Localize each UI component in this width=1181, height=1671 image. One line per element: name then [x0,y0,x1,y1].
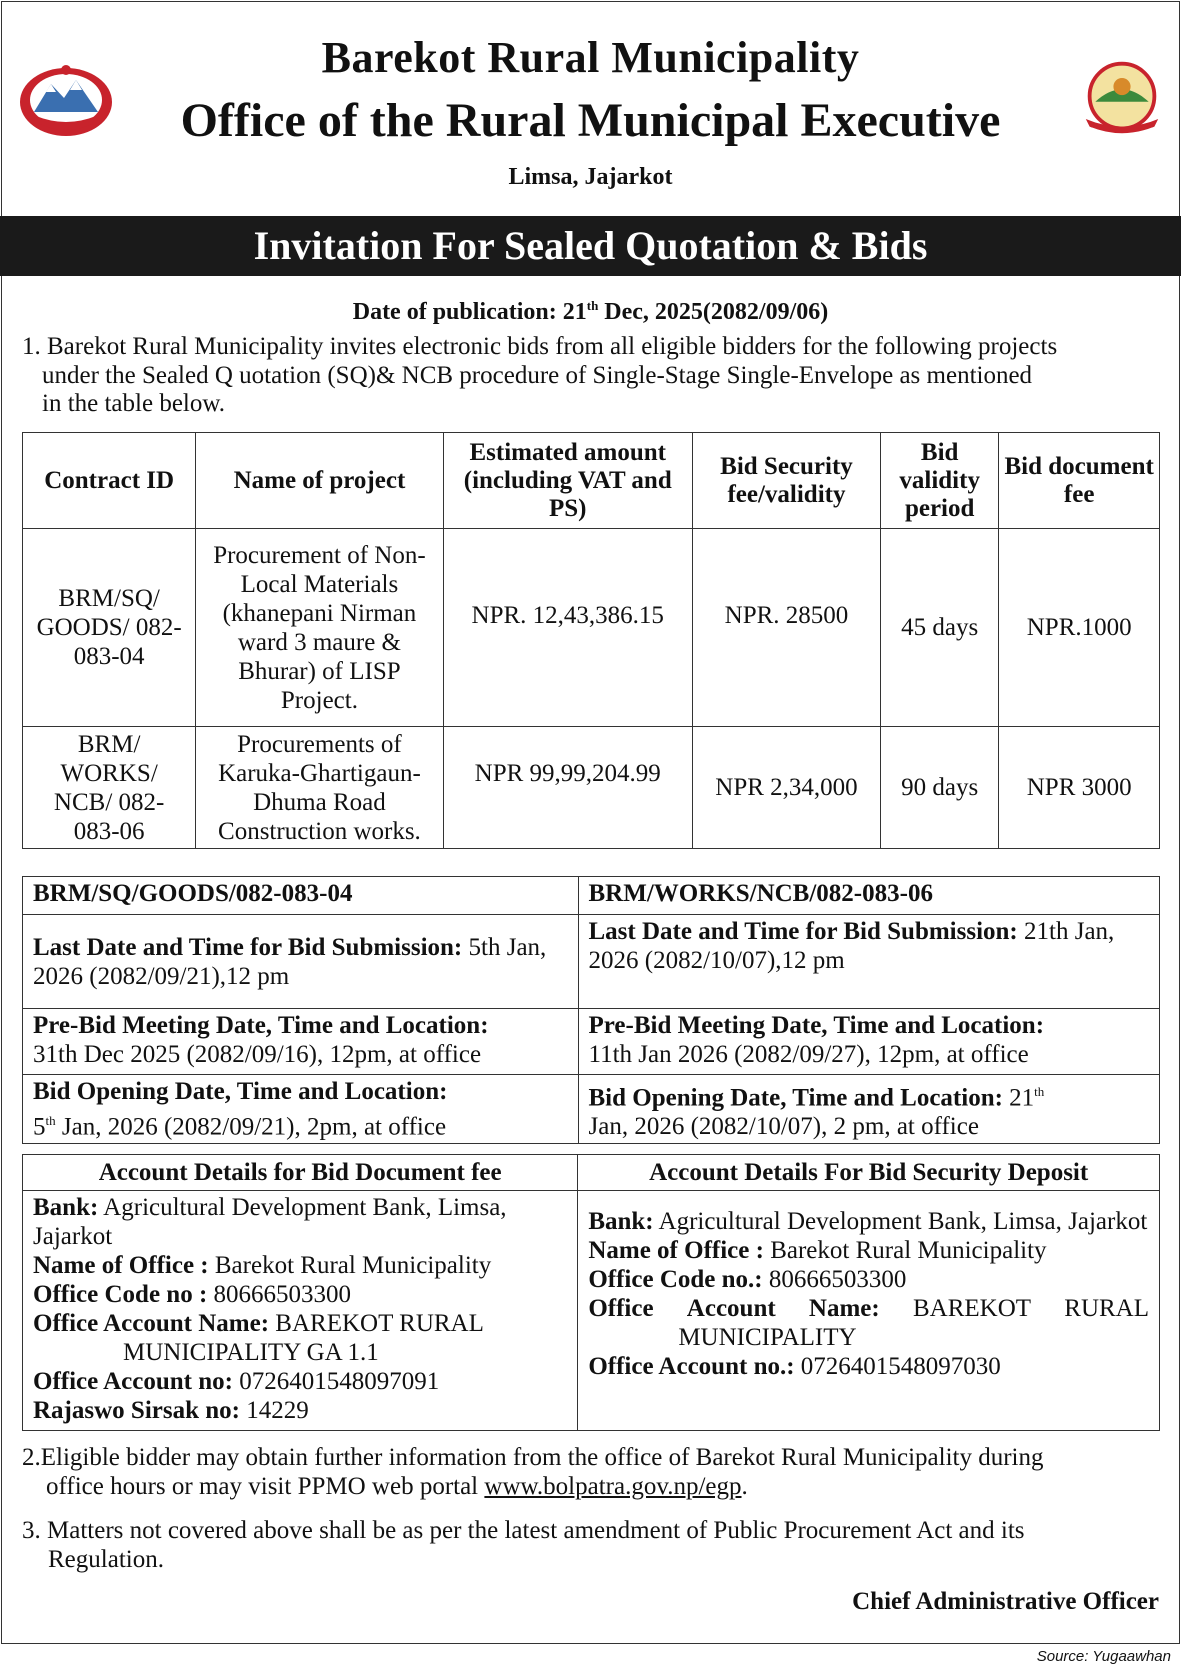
projects-table [22,432,1160,849]
cell-project-name: Procurement of Non-Local Materials (khanepani Nirman ward 3 maure & Bhurar) of LISP Project. [196,529,443,727]
account-details-row [23,1191,1160,1431]
cell-estimated-amount: NPR 99,99,204.99 [443,727,692,849]
letterhead [0,30,1181,194]
cell-document-fee: NPR.1000 [999,529,1160,727]
cell-contract-id: BRM/SQ/ GOODS/ 082-083-04 [23,529,196,727]
office-location: Limsa, Jajarkot [508,164,673,190]
document-fee-account: Bank: Agricultural Development Bank, Limsa, Jajarkot Name of Office : Barekot Rural Municipality Office Code no : 80666503300 Office Account Name: BAREKOT RURAL MUNICIPALITY GA 1.1 Office Account no: 0726401548097091 Rajaswo Sirsak no: 14229 [23,1191,578,1431]
cell-estimated-amount: NPR. 12,43,386.15 [443,529,692,727]
prebid-row [23,1009,1160,1075]
signatory: Chief Administrative Officer [852,1588,1159,1615]
left-contract-title: BRM/SQ/GOODS/082-083-04 [23,877,579,915]
municipality-name: Barekot Rural Municipality [321,33,860,82]
ppmo-portal-link[interactable]: www.bolpatra.gov.np/egp [484,1472,742,1500]
document-fee-account-title: Account Details for Bid Document fee [23,1155,578,1191]
cell-bid-validity: 90 days [881,727,999,849]
left-submission: Last Date and Time for Bid Submission: 5th Jan, 2026 (2082/09/21),12 pm [23,915,579,1009]
publication-date: Date of publication: 21th Dec, 2025(2082/09/06) [352,298,829,325]
cell-project-name: Procurements of Karuka-Ghartigaun-Dhuma Road Construction works. [196,727,443,849]
paragraph-1: 1. Barekot Rural Municipality invites electronic bids from all eligible bidders for the following projects under the Sealed Q uotation (SQ)& NCB procedure of Single-Stage Single-Envelope as mentioned in the table below. [22,333,1058,417]
table-header-row [23,433,1160,529]
left-opening: Bid Opening Date, Time and Location: 5th Jan, 2026 (2082/09/21), 2pm, at office [23,1075,579,1144]
bid-dates-table [22,876,1160,1144]
header-document-fee: Bid document fee [999,433,1160,529]
opening-row [23,1075,1160,1144]
right-prebid: Pre-Bid Meeting Date, Time and Location: 11th Jan 2026 (2082/09/27), 12pm, at office [578,1009,1160,1075]
header-project-name: Name of project [196,433,443,529]
notice-title-banner: Invitation For Sealed Quotation & Bids [0,216,1181,276]
table-row [23,529,1160,727]
cell-bid-security: NPR 2,34,000 [692,727,880,849]
header-bid-security: Bid Security fee/validity [692,433,880,529]
security-deposit-account-title: Account Details For Bid Security Deposit [578,1155,1160,1191]
left-prebid: Pre-Bid Meeting Date, Time and Location: 31th Dec 2025 (2082/09/16), 12pm, at office [23,1009,579,1075]
office-name: Office of the Rural Municipal Executive [180,94,1001,147]
account-title-row [23,1155,1160,1191]
cell-contract-id: BRM/ WORKS/ NCB/ 082-083-06 [23,727,196,849]
paragraph-3: 3. Matters not covered above shall be as per the latest amendment of Public Procurement Act and its Regulation. [22,1517,1025,1573]
right-opening: Bid Opening Date, Time and Location: 21th Jan, 2026 (2082/10/07), 2 pm, at office [578,1075,1160,1144]
cell-document-fee: NPR 3000 [999,727,1160,849]
cell-bid-security: NPR. 28500 [692,529,880,727]
header-bid-validity: Bid validity period [881,433,999,529]
security-deposit-account: Bank: Agricultural Development Bank, Limsa, Jajarkot Name of Office : Barekot Rural Municipality Office Code no.: 80666503300 Office Account Name: BAREKOT RURAL MUNICIPALITY Office Account no.: 0726401548097030 [578,1191,1160,1431]
right-submission: Last Date and Time for Bid Submission: 21th Jan, 2026 (2082/10/07),12 pm [578,915,1160,1009]
header-estimated-amount: Estimated amount (including VAT and PS) [443,433,692,529]
right-contract-title: BRM/WORKS/NCB/082-083-06 [578,877,1160,915]
paragraph-2: 2.Eligible bidder may obtain further information from the office of Barekot Rural Municipality during office hours or may visit PPMO web portal www.bolpatra.gov.np/egp. [22,1444,1044,1500]
table-row [23,727,1160,849]
submission-row [23,915,1160,1009]
account-details-table [22,1154,1160,1431]
dates-title-row [23,877,1160,915]
source-credit: Source: Yugaawhan [1036,1648,1171,1665]
cell-bid-validity: 45 days [881,529,999,727]
header-contract-id: Contract ID [23,433,196,529]
